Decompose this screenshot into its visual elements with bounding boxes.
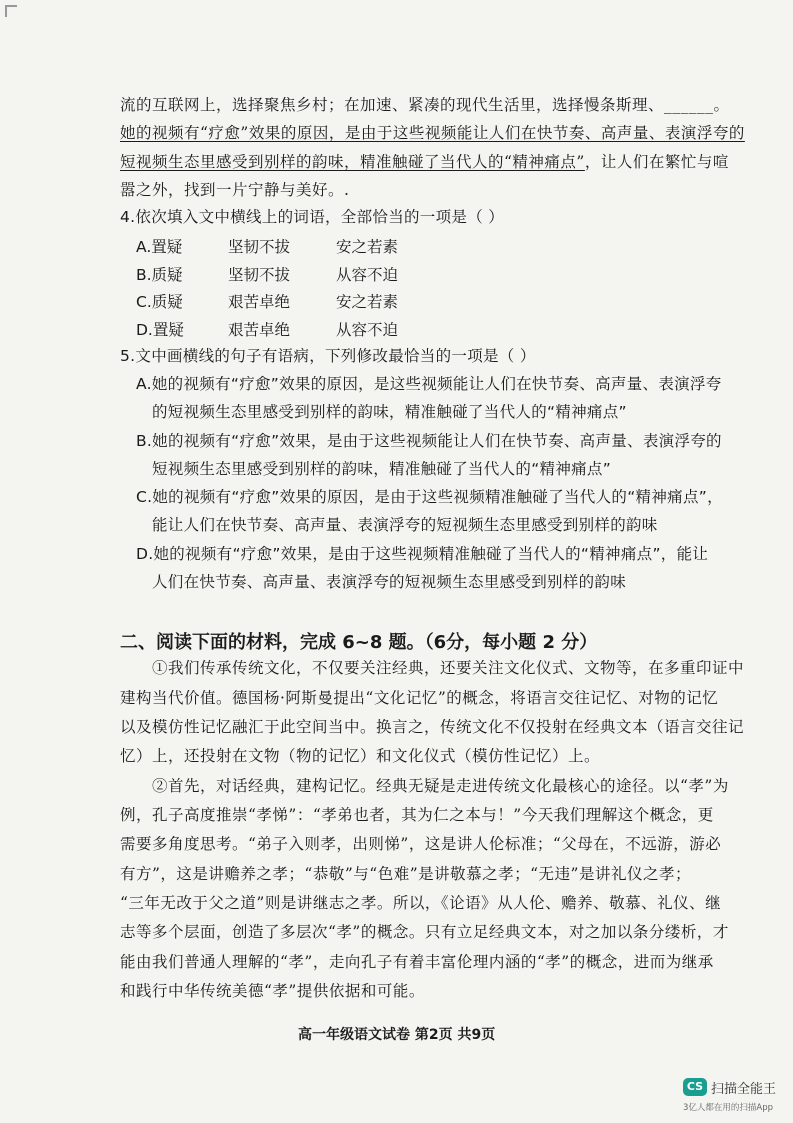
section-2-heading: 二、阅读下面的材料，完成 6~8 题。（6分，每小题 2 分） (120, 632, 598, 653)
camscanner-logo: CS (683, 1078, 707, 1096)
q4-option-word1: 艰苦卓绝 (228, 321, 291, 339)
q4-option-word1: 坚韧不拔 (228, 238, 291, 256)
para2-line-6: 志等多个层面，创造了多层次“孝”的概念。只有立足经典文本，对之加以条分缕析，才 (120, 923, 729, 941)
para1-line-3: 以及模仿性记忆融汇于此空间当中。换言之，传统文化不仅投射在经典文本（语言交往记 (120, 718, 745, 736)
q4-stem: 4.依次填入文中横线上的词语，全部恰当的一项是（ ） (120, 208, 505, 226)
para2-line-2: 例，孔子高度推崇“孝悌”：“孝弟也者，其为仁之本与！”今天我们理解这个概念，更 (120, 806, 714, 824)
watermark-title: 扫描全能王 (711, 1082, 777, 1097)
q4-option-word1: 坚韧不拔 (228, 266, 291, 284)
passage-line-3 (120, 152, 729, 172)
q4-option-word1: 艰苦卓绝 (228, 293, 291, 311)
para1-line-1: ①我们传承传统文化，不仅要关注经典，还要关注文化仪式、文物等，在多重印证中 (152, 659, 745, 677)
q4-option-label: B.质疑 (136, 266, 183, 284)
q4-option-word2: 安之若素 (336, 238, 399, 256)
q4-option-word2: 安之若素 (336, 293, 399, 311)
q5-option-d-line1: D.她的视频有“疗愈”效果，是由于这些视频精准触碰了当代人的“精神痛点”，能让 (136, 545, 709, 563)
para2-line-8: 和践行中华传统美德“孝”提供依据和可能。 (120, 982, 425, 1000)
passage-line-3-tail: ，让人们在繁忙与喧 (584, 153, 729, 171)
q4-option-label: D.置疑 (136, 321, 184, 339)
para1-line-2: 建构当代价值。德国杨·阿斯曼提出“文化记忆”的概念，将语言交往记忆、对物的记忆 (120, 689, 719, 707)
q4-option-word2: 从容不迫 (336, 266, 399, 284)
q4-option-label: C.质疑 (136, 293, 183, 311)
para2-line-1: ②首先，对话经典，建构记忆。经典无疑是走进传统文化最核心的途径。以“孝”为 (152, 777, 729, 795)
q5-option-a-line2: 的短视频生态里感受到别样的韵味，精准触碰了当代人的“精神痛点” (152, 403, 627, 421)
passage-line-4: 嚣之外，找到一片宁静与美好。. (120, 181, 350, 199)
page-footer: 高一年级语文试卷 第2页 共9页 (298, 1027, 496, 1043)
para2-line-5: “三年无改于父之道”则是讲继志之孝。所以，《论语》从人伦、赡养、敬慕、礼仪、继 (120, 894, 722, 912)
passage-line-2: 她的视频有“疗愈”效果的原因，是由于这些视频能让人们在快节奏、高声量、表演浮夸的 (120, 124, 745, 142)
watermark-subtitle: 3亿人都在用的扫描App (683, 1103, 774, 1113)
q5-option-c-line2: 能让人们在快节奏、高声量、表演浮夸的短视频生态里感受到别样的韵味 (152, 516, 658, 534)
q5-option-d-line2: 人们在快节奏、高声量、表演浮夸的短视频生态里感受到别样的韵味 (152, 573, 627, 591)
para2-line-7: 能由我们普通人理解的“孝”，走向孔子有着丰富伦理内涵的“孝”的概念，进而为继承 (120, 953, 714, 971)
q5-stem: 5.文中画横线的句子有语病，下列修改最恰当的一项是（ ） (120, 347, 536, 365)
q5-option-b-line1: B.她的视频有“疗愈”效果，是由于这些视频能让人们在快节奏、高声量、表演浮夸的 (136, 432, 722, 450)
para2-line-3: 需要多角度思考。“弟子入则孝，出则悌”，这是讲人伦标准；“父母在，不远游，游必 (120, 835, 722, 853)
corner-mark (5, 5, 17, 17)
para1-line-4: 忆）上，还投射在文物（物的记忆）和文化仪式（模仿性记忆）上。 (120, 747, 601, 765)
q5-option-c-line1: C.她的视频有“疗愈”效果的原因，是由于这些视频精准触碰了当代人的“精神痛点”， (136, 488, 723, 506)
underlined-sentence-end: 短视频生态里感受到别样的韵味，精准触碰了当代人的“精神痛点” (120, 153, 585, 171)
passage-line-1: 流的互联网上，选择聚焦乡村；在加速、紧凑的现代生活里，选择慢条斯理、______。 (120, 96, 730, 114)
q4-option-word2: 从容不迫 (336, 321, 399, 339)
q5-option-a-line1: A.她的视频有“疗愈”效果的原因，是这些视频能让人们在快节奏、高声量、表演浮夸 (136, 375, 722, 393)
q5-option-b-line2: 短视频生态里感受到别样的韵味，精准触碰了当代人的“精神痛点” (152, 460, 612, 478)
para2-line-4: 有方”，这是讲赡养之孝；“恭敬”与“色难”是讲敬慕之孝；“无违”是讲礼仪之孝； (120, 865, 691, 883)
q4-option-label: A.置疑 (136, 238, 183, 256)
